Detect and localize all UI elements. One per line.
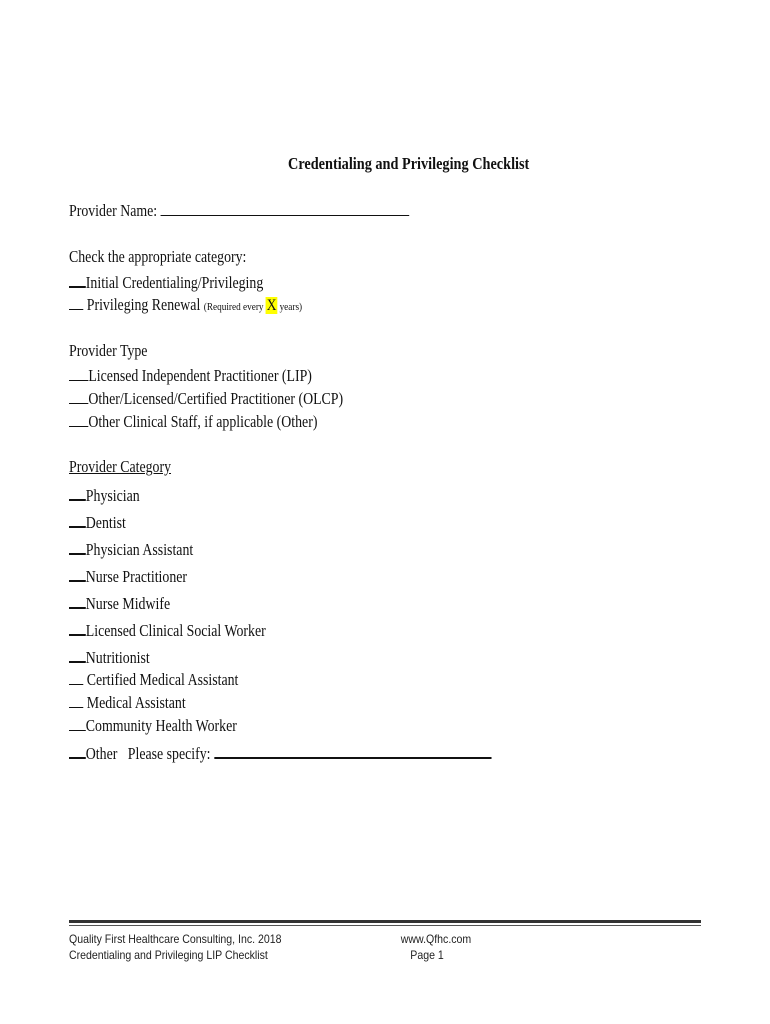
footer-right	[396, 931, 472, 963]
provider-type-label: Other Clinical Staff, if applicable (Other)	[88, 412, 318, 431]
checkbox-blank[interactable]	[69, 538, 86, 555]
provider-category-item[interactable]	[69, 669, 271, 690]
other-label: Other	[85, 744, 118, 763]
provider-category-label: Physician	[85, 486, 140, 505]
provider-category-item[interactable]	[69, 619, 303, 641]
provider-category-item[interactable]	[69, 484, 153, 506]
provider-type-item[interactable]	[69, 411, 365, 432]
provider-category-label: Licensed Clinical Social Worker	[85, 621, 266, 640]
provider-name-field[interactable]	[161, 200, 410, 216]
provider-category-item[interactable]	[69, 715, 269, 736]
provider-category-label: Dentist	[85, 513, 126, 532]
checkbox-blank[interactable]	[69, 411, 88, 427]
provider-category-label: Physician Assistant	[85, 540, 194, 559]
checkbox-blank[interactable]	[69, 669, 83, 685]
provider-category-item[interactable]	[69, 692, 208, 713]
category-item-label: Initial Credentialing/Privileging	[85, 273, 264, 292]
footer-divider	[69, 920, 701, 923]
checkbox-blank[interactable]	[69, 484, 86, 501]
category-item-initial[interactable]	[69, 271, 300, 293]
footer-page-number: Page 1	[410, 948, 444, 962]
footer-left	[69, 931, 310, 963]
checkbox-blank[interactable]	[69, 692, 83, 708]
provider-category-item[interactable]	[69, 646, 165, 668]
provider-category-item[interactable]	[69, 538, 217, 560]
provider-type-label: Other/Licensed/Certified Practitioner (OLCP)	[88, 389, 344, 408]
provider-category-item[interactable]	[69, 592, 189, 614]
category-item-renewal[interactable]	[69, 294, 347, 317]
provider-category-label: Nutritionist	[85, 648, 150, 667]
provider-category-label: Community Health Worker	[85, 716, 237, 735]
footer-doc-name: Credentialing and Privileging LIP Checklist	[69, 948, 268, 962]
provider-type-heading: Provider Type	[69, 341, 148, 360]
checkbox-blank[interactable]	[69, 715, 86, 731]
checkbox-blank[interactable]	[69, 742, 86, 759]
specify-label: Please specify:	[127, 744, 211, 763]
provider-category-other[interactable]	[69, 742, 572, 764]
provider-category-item[interactable]	[69, 511, 137, 533]
provider-category-label: Nurse Midwife	[85, 594, 171, 613]
other-specify-field[interactable]	[214, 742, 491, 759]
document-title: Credentialing and Privileging Checklist	[288, 154, 530, 173]
footer-company: Quality First Healthcare Consulting, Inc. 2018	[69, 932, 282, 946]
provider-category-item[interactable]	[69, 565, 210, 587]
renewal-highlight: X	[266, 297, 277, 314]
footer-website[interactable]: www.Qfhc.com	[400, 932, 472, 946]
checkbox-blank[interactable]	[69, 511, 86, 528]
footer-divider-thin	[69, 925, 701, 926]
provider-category-label: Nurse Practitioner	[85, 567, 188, 586]
checkbox-blank[interactable]	[69, 294, 83, 310]
checkbox-blank[interactable]	[69, 619, 86, 636]
provider-type-item[interactable]	[69, 388, 395, 409]
provider-category-label: Medical Assistant	[86, 693, 186, 712]
checkbox-blank[interactable]	[69, 646, 86, 663]
provider-type-item[interactable]	[69, 365, 358, 386]
provider-type-label: Licensed Independent Practitioner (LIP)	[88, 366, 312, 385]
provider-name-row	[69, 200, 474, 221]
renewal-note: (Required every X years)	[203, 297, 303, 314]
checkbox-blank[interactable]	[69, 565, 86, 582]
provider-category-heading: Provider Category	[69, 457, 172, 476]
category-item-label: Privileging Renewal	[83, 295, 201, 314]
checkbox-blank[interactable]	[69, 365, 88, 381]
checkbox-blank[interactable]	[69, 592, 86, 609]
provider-name-label: Provider Name:	[69, 201, 158, 220]
category-heading: Check the appropriate category:	[69, 247, 247, 266]
checkbox-blank[interactable]	[69, 388, 88, 404]
provider-category-label: Certified Medical Assistant	[86, 670, 239, 689]
checkbox-blank[interactable]	[69, 271, 86, 288]
